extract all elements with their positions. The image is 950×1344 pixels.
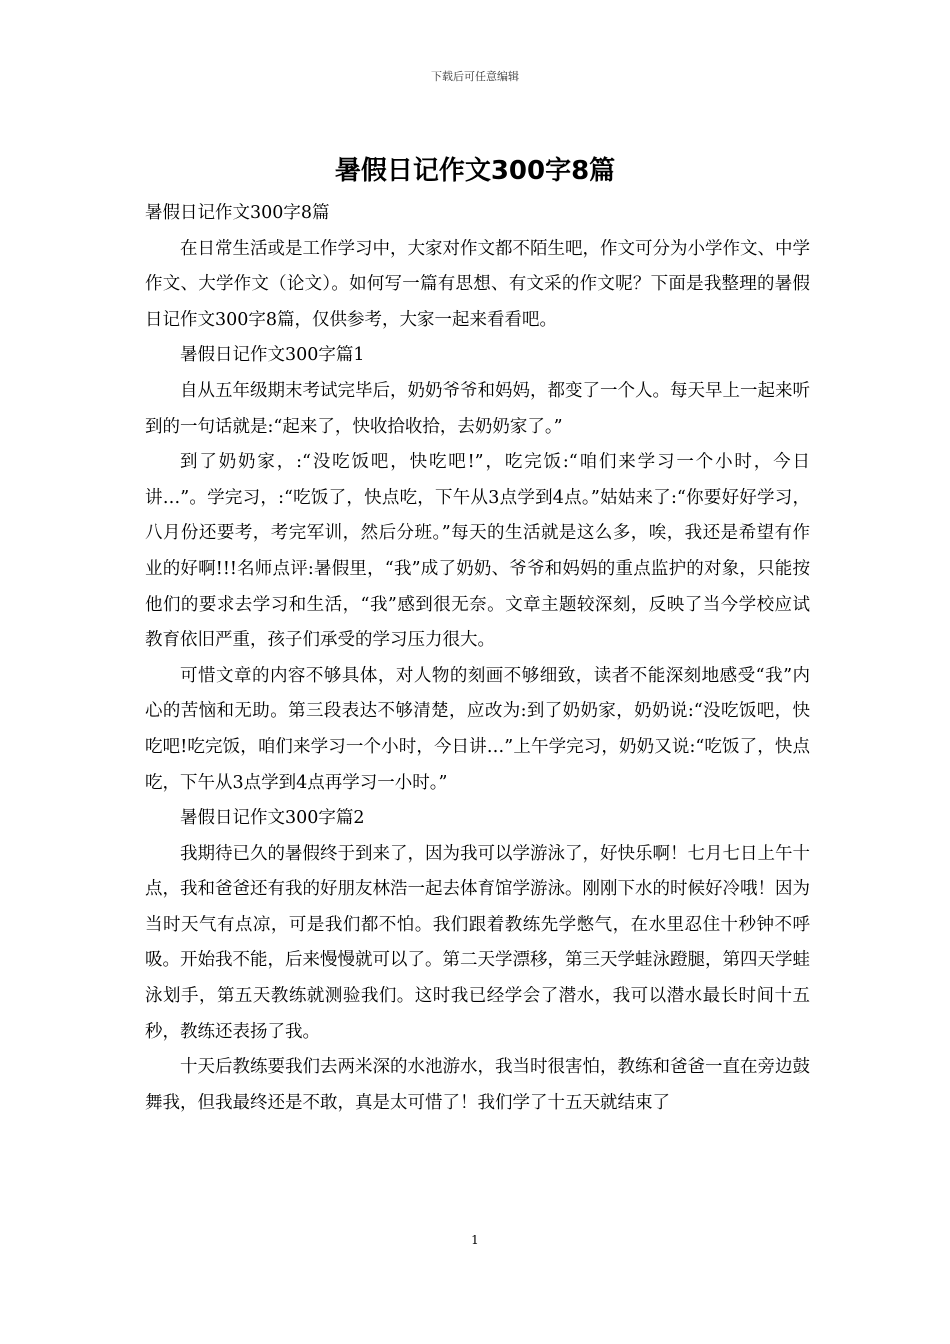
- paragraph: 暑假日记作文300字8篇: [145, 203, 330, 223]
- paragraph: 自从五年级期末考试完毕后，奶奶爷爷和妈妈，都变了一个人。每天早上一起来听到的一句话就是:“起来了，快收拾收拾，去奶奶家了。”: [145, 380, 810, 437]
- header-note: 下载后可任意编辑: [431, 70, 519, 83]
- section-heading: 暑假日记作文300字篇1: [180, 345, 365, 366]
- paragraph: 十天后教练要我们去两米深的水池游水，我当时很害怕，教练和爸爸一直在旁边鼓舞我，但我最终还是不敢，真是太可惜了！我们学了十五天就结束了: [145, 1057, 810, 1113]
- paragraph: 我期待已久的暑假终于到来了，因为我可以学游泳了，好快乐啊！七月七日上午十点，我和爸爸还有我的好朋友林浩一起去体育馆学游泳。刚刚下水的时候好冷哦！因为当时天气有点凉，可是我们都不怕。我们跟着教练先学憋气，在水里忍住十秒钟不呼吸。开始我不能，后来慢慢就可以了。第二天学漂移，第三天学蛙泳蹬腿，第四天学蛙泳划手，第五天教练就测验我们。这时我已经学会了潜水，我可以潜水最长时间十五秒，教练还表扬了我。: [145, 843, 810, 1042]
- paragraph: 到了奶奶家，:“没吃饭吧，快吃吧!”，吃完饭:“咱们来学习一个小时，今日讲…”。学完习，:“吃饭了，快点吃，下午从3点学到4点。”姑姑来了:“你要好好学习，八月份还要考，考完军训，然后分班。”每天的生活就是这么多，唉，我还是希望有作业的好啊!!!名师点评:暑假里，“我”成了奶奶、爷爷和妈妈的重点监护的对象，只能按他们的要求去学习和生活，“我”感到很无奈。文章主题较深刻，反映了当今学校应试教育依旧严重，孩子们承受的学习压力很大。: [145, 452, 810, 651]
- page-number: 1: [471, 1233, 479, 1247]
- section-heading: 暑假日记作文300字篇2: [180, 808, 365, 829]
- paragraph: 可惜文章的内容不够具体，对人物的刻画不够细致，读者不能深刻地感受“我”内心的苦恼和无助。第三段表达不够清楚，应改为:到了奶奶家，奶奶说:“没吃饭吧，快吃吧!吃完饭，咱们来学习一个小时，今日讲…”上午学完习，奶奶又说:“吃饭了，快点吃，下午从3点学到4点再学习一小时。”: [145, 665, 810, 793]
- document-body: [145, 196, 810, 1121]
- document-title: 暑假日记作文300字8篇: [334, 156, 616, 186]
- paragraph: 在日常生活或是工作学习中，大家对作文都不陌生吧，作文可分为小学作文、中学作文、大学作文（论文）。如何写一篇有思想、有文采的作文呢？下面是我整理的暑假日记作文300字8篇，仅供参考，大家一起来看看吧。: [145, 238, 810, 330]
